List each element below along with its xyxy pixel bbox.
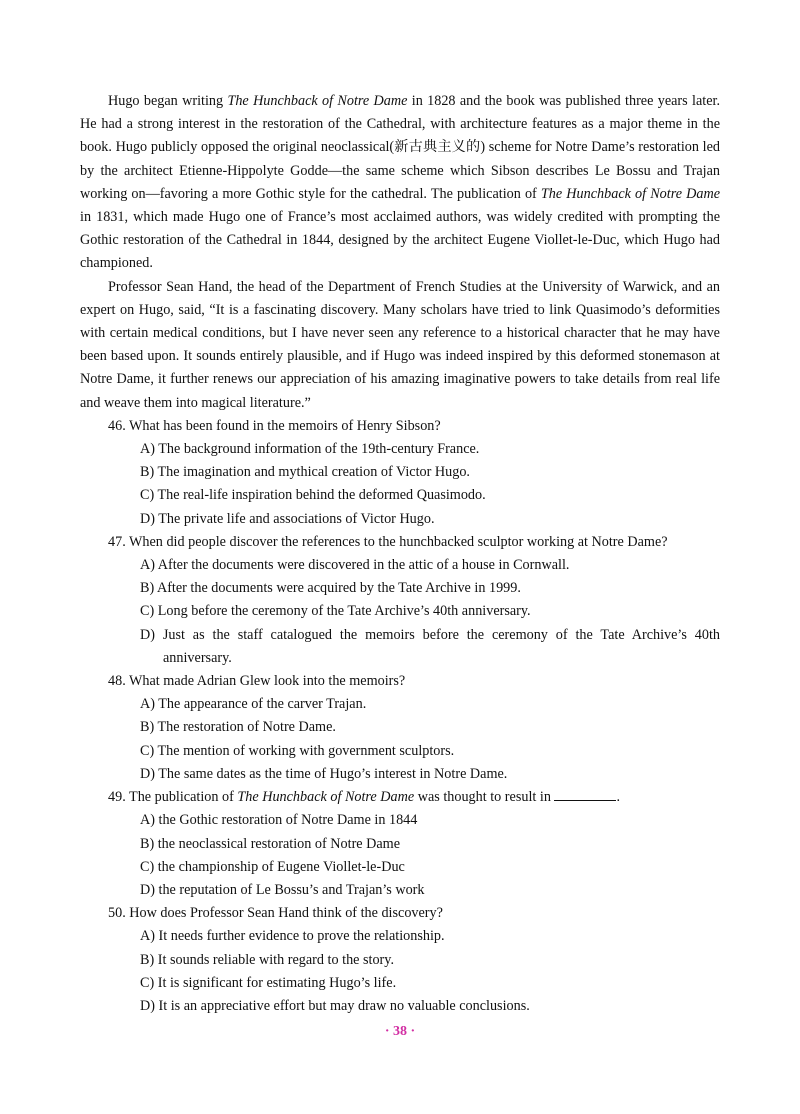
text-run: in 1828 and the book was published three years later. He had a strong interest in the restoration of the Cathedral, with architecture features as a major theme in the book. Hugo publicly opposed the original neoclassical(新古典主义的) scheme for Notre Dame’s restoration led by the architect Etienne-Hippolyte Godde—the same scheme which Sibson describes Le Bossu and Trajan working on—favoring a more Gothic style for the cathedral. The publication of: [80, 93, 720, 202]
text-run: 49. The publication of: [108, 789, 238, 806]
option-a[interactable]: A) It needs further evidence to prove the relationship.: [140, 928, 445, 945]
text-run: in 1831, which made Hugo one of France’s most acclaimed authors, was widely credited with prompting the Gothic restoration of the Cathedral in 1844, designed by the architect Eugene Viollet-le-Duc, which Hugo had championed.: [80, 209, 720, 272]
option-c[interactable]: C) The mention of working with government sculptors.: [140, 742, 455, 759]
option-list: [80, 693, 720, 786]
option-a[interactable]: A) The background information of the 19th-century France.: [140, 441, 480, 458]
question-47: [80, 531, 720, 670]
option-b[interactable]: B) It sounds reliable with regard to the story.: [140, 951, 395, 968]
option-list: [80, 925, 720, 1018]
question-stem: 46. What has been found in the memoirs of Henry Sibson?: [108, 417, 441, 434]
option-b[interactable]: B) the neoclassical restoration of Notre Dame: [140, 835, 401, 852]
question-stem: [80, 786, 720, 809]
question-48: [80, 670, 720, 786]
option-d[interactable]: D) The same dates as the time of Hugo’s interest in Notre Dame.: [140, 765, 508, 782]
option-a[interactable]: A) The appearance of the carver Trajan.: [140, 696, 367, 713]
question-stem: 48. What made Adrian Glew look into the memoirs?: [108, 673, 406, 690]
option-d[interactable]: D) It is an appreciative effort but may draw no valuable conclusions.: [140, 997, 530, 1014]
book-title: The Hunchback of Notre Dame: [237, 789, 415, 806]
option-d[interactable]: D) The private life and associations of Victor Hugo.: [140, 510, 435, 527]
option-b[interactable]: B) After the documents were acquired by the Tate Archive in 1999.: [140, 580, 521, 597]
option-a[interactable]: A) After the documents were discovered in the attic of a house in Cornwall.: [140, 557, 570, 574]
option-b[interactable]: B) The imagination and mythical creation of Victor Hugo.: [140, 464, 470, 481]
option-c[interactable]: C) The real-life inspiration behind the deformed Quasimodo.: [140, 487, 486, 504]
page-number: · 38 ·: [384, 1024, 416, 1039]
question-stem: 50. How does Professor Sean Hand think of the discovery?: [108, 905, 443, 922]
question-stem: 47. When did people discover the references to the hunchbacked sculptor working at Notre Dame?: [108, 533, 668, 550]
option-c[interactable]: C) Long before the ceremony of the Tate Archive’s 40th anniversary.: [140, 603, 531, 620]
text-run: was thought to result in: [414, 789, 555, 806]
book-title: The Hunchback of Notre Dame: [540, 185, 720, 202]
option-d[interactable]: D) the reputation of Le Bossu’s and Trajan’s work: [140, 881, 425, 898]
book-title: The Hunchback of Notre Dame: [227, 93, 408, 109]
option-list: [80, 554, 720, 670]
option-a[interactable]: A) the Gothic restoration of Notre Dame in 1844: [140, 812, 418, 829]
passage-paragraph-2: Professor Sean Hand, the head of the Department of French Studies at the University of Warwick, and an expert on Hugo, said, “It is a fascinating discovery. Many scholars have tried to link Quasimodo’s deformities with certain medical conditions, but I have never seen any reference to a historical character that he may have been based upon. It sounds entirely plausible, and if Hugo was indeed inspired by this deformed stonemason at Notre Dame, it further renews our appreciation of his amazing imaginative powers to take details from real life and weave them into magical literature.”: [80, 278, 720, 411]
page-content: [80, 90, 720, 1018]
question-46: [80, 415, 720, 531]
text-run: .: [616, 789, 621, 806]
option-c[interactable]: C) the championship of Eugene Viollet-le-Duc: [140, 858, 405, 875]
option-d[interactable]: D) Just as the staff catalogued the memoirs before the ceremony of the Tate Archive’s 40th anniversary.: [140, 626, 720, 666]
question-49: [80, 786, 720, 902]
option-c[interactable]: C) It is significant for estimating Hugo’s life.: [140, 974, 397, 991]
passage-paragraph-1: [80, 90, 720, 276]
option-list: [80, 438, 720, 531]
option-b[interactable]: B) The restoration of Notre Dame.: [140, 719, 336, 736]
answer-blank[interactable]: [554, 788, 616, 801]
text-run: Hugo began writing: [108, 93, 228, 109]
option-list: [80, 809, 720, 902]
question-50: [80, 902, 720, 1018]
